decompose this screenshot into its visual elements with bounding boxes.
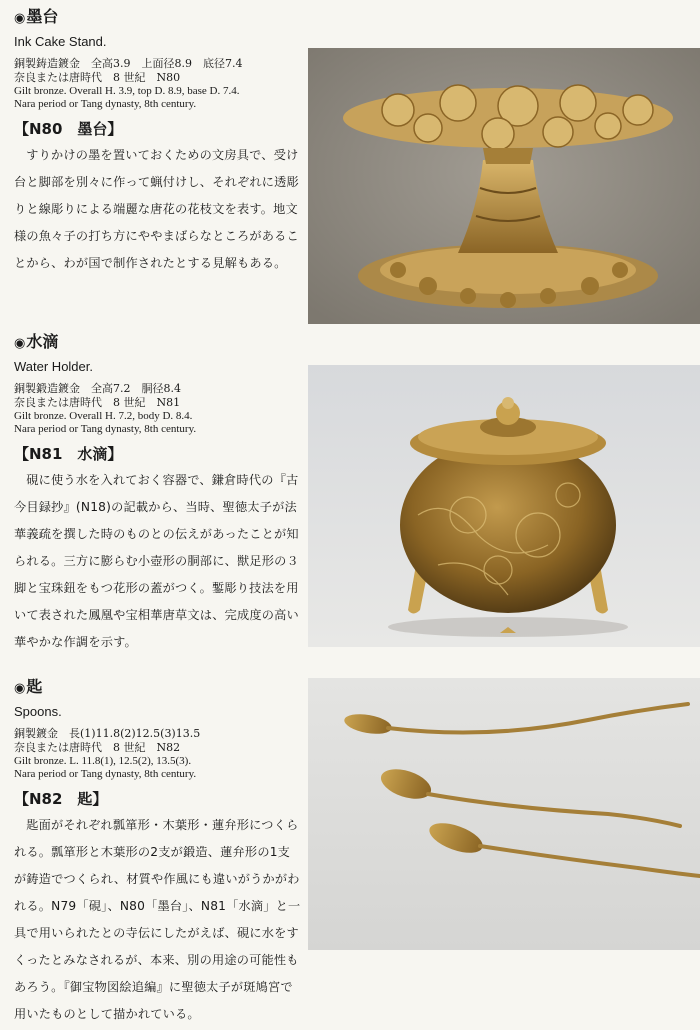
item-title-ja [14, 678, 302, 698]
entry-text [14, 325, 302, 656]
spec-ja-line-2: 奈良または唐時代 8 世紀 N81 [14, 396, 181, 409]
item-title-ja [14, 333, 302, 353]
spec-ja-line-2: 奈良または唐時代 8 世紀 N82 [14, 741, 181, 754]
spec-en-line-1: Gilt bronze. Overall H. 3.9, top D. 8.9, base D. 7.4. [14, 85, 240, 97]
spec-ja-line-1: 銅製鋳造鍍金 全高3.9 上面径8.9 底径7.4 [14, 57, 243, 70]
entry-spoons [0, 670, 700, 1030]
item-title-ja-text: 墨台 [26, 7, 59, 26]
section-heading: 【N82 匙】 [14, 790, 108, 808]
entry-text [14, 670, 302, 1028]
entry-text [14, 0, 302, 277]
item-title-en: Water Holder. [14, 359, 93, 374]
bullet-icon: ◉ [14, 11, 26, 26]
description-text: すりかけの墨を置いておくための文房具で、受け台と脚部を別々に作って蝋付けし、それぞれに透彫りと線彫りによる端麗な唐花の花枝文を表す。地文様の魚々子の打ち方にややまばらなところがあることから、わが国で制作されたとする見解もある。 [14, 148, 299, 270]
entry-ink-cake-stand [0, 0, 700, 325]
spec-en-line-2: Nara period or Tang dynasty, 8th century. [14, 98, 197, 110]
item-title-ja-text: 匙 [26, 677, 43, 696]
entry-water-holder [0, 325, 700, 670]
water-holder-photo [308, 365, 700, 647]
description-text: 匙面がそれぞれ瓢箪形・木葉形・蓮弁形につくられる。瓢箪形と木葉形の2支が鍛造、蓮弁形の1支が鋳造でつくられ、材質や作風にも違いがうかがわれる。N79「硯」、N80「墨台」、N81「水滴」と一具で用いられたとの寺伝にしたがえば、硯に水をすくったとみなされるが、本来、別の用途の可能性もあろう。『御宝物図絵追編』に聖徳太子が斑鳩宮で用いたものとして描かれている。 [14, 818, 301, 1021]
section-heading: 【N81 水滴】 [14, 445, 123, 463]
spoons-photo [308, 678, 700, 950]
item-title-ja [14, 8, 302, 28]
spec-en-line-2: Nara period or Tang dynasty, 8th century. [14, 768, 197, 780]
item-title-ja-text: 水滴 [26, 332, 59, 351]
spec-ja-line-1: 銅製鍍金 長(1)11.8(2)12.5(3)13.5 [14, 727, 201, 740]
spec-ja-line-2: 奈良または唐時代 8 世紀 N80 [14, 71, 181, 84]
item-title-en: Spoons. [14, 704, 62, 719]
bullet-icon: ◉ [14, 681, 26, 696]
spec-ja-line-1: 銅製鍛造鍍金 全高7.2 胴径8.4 [14, 382, 181, 395]
description-text: 硯に使う水を入れておく容器で、鎌倉時代の『古今目録抄』(N18)の記載から、当時、聖徳太子が法華義疏を撰した時のものとの伝えがあったことが知られる。三方に膨らむ小壺形の胴部に、獣足形の３脚と宝珠鈕をもつ花形の蓋がつく。鏨彫り技法を用いて表された鳳凰や宝相華唐草文は、完成度の高い華やかな作調を示す。 [14, 473, 299, 649]
ink-cake-stand-photo [308, 48, 700, 324]
bullet-icon: ◉ [14, 336, 26, 351]
item-title-en: Ink Cake Stand. [14, 34, 107, 49]
spec-en-line-1: Gilt bronze. L. 11.8(1), 12.5(2), 13.5(3). [14, 755, 192, 767]
spec-en-line-1: Gilt bronze. Overall H. 7.2, body D. 8.4. [14, 410, 193, 422]
section-heading: 【N80 墨台】 [14, 120, 123, 138]
spec-en-line-2: Nara period or Tang dynasty, 8th century. [14, 423, 197, 435]
